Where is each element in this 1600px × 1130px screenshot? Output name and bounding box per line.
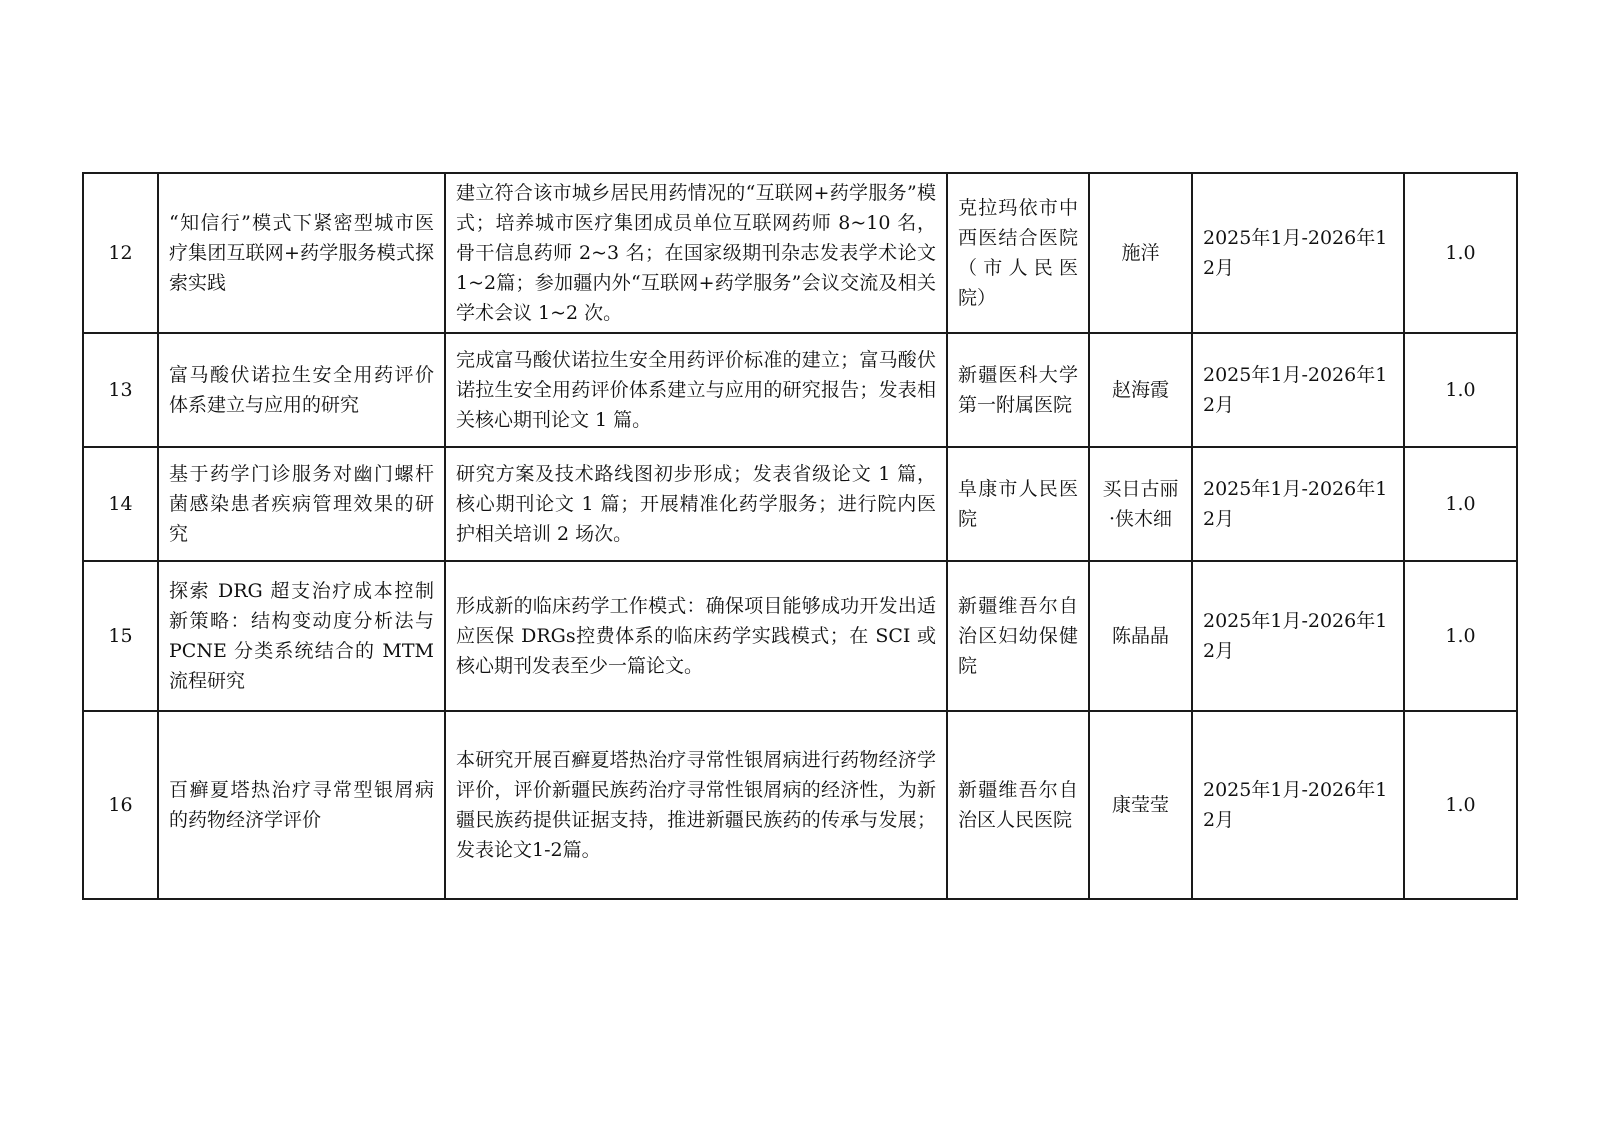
funding: 1.0 [1404, 173, 1517, 333]
institution: 新疆维吾尔自治区人民医院 [947, 711, 1089, 899]
row-number: 16 [83, 711, 158, 899]
project-table [82, 172, 1518, 900]
institution: 新疆维吾尔自治区妇幼保健院 [947, 561, 1089, 711]
project-name: 百癣夏塔热治疗寻常型银屑病的药物经济学评价 [158, 711, 445, 899]
funding: 1.0 [1404, 447, 1517, 561]
project-period: 2025年1月-2026年12月 [1192, 333, 1404, 447]
row-number: 13 [83, 333, 158, 447]
funding: 1.0 [1404, 333, 1517, 447]
project-leader: 康莹莹 [1089, 711, 1192, 899]
table-row [83, 333, 1517, 447]
project-period: 2025年1月-2026年12月 [1192, 711, 1404, 899]
row-number: 12 [83, 173, 158, 333]
project-goal: 完成富马酸伏诺拉生安全用药评价标准的建立；富马酸伏诺拉生安全用药评价体系建立与应用的研究报告；发表相关核心期刊论文 1 篇。 [445, 333, 947, 447]
table-row [83, 447, 1517, 561]
project-name: 富马酸伏诺拉生安全用药评价体系建立与应用的研究 [158, 333, 445, 447]
funding: 1.0 [1404, 561, 1517, 711]
table-row [83, 173, 1517, 333]
project-period: 2025年1月-2026年12月 [1192, 561, 1404, 711]
table-row [83, 561, 1517, 711]
project-name: 基于药学门诊服务对幽门螺杆菌感染患者疾病管理效果的研究 [158, 447, 445, 561]
institution: 克拉玛依市中西医结合医院（市人民医院） [947, 173, 1089, 333]
institution: 新疆医科大学第一附属医院 [947, 333, 1089, 447]
project-period: 2025年1月-2026年12月 [1192, 447, 1404, 561]
project-name: “知信行”模式下紧密型城市医疗集团互联网+药学服务模式探索实践 [158, 173, 445, 333]
project-goal: 本研究开展百癣夏塔热治疗寻常性银屑病进行药物经济学评价，评价新疆民族药治疗寻常性银屑病的经济性，为新疆民族药提供证据支持，推进新疆民族药的传承与发展；发表论文1-2篇。 [445, 711, 947, 899]
project-period: 2025年1月-2026年12月 [1192, 173, 1404, 333]
table-row [83, 711, 1517, 899]
project-goal: 建立符合该市城乡居民用药情况的“互联网+药学服务”模式；培养城市医疗集团成员单位互联网药师 8~10 名，骨干信息药师 2~3 名；在国家级期刊杂志发表学术论文1~2篇；参加疆内外“互联网+药学服务”会议交流及相关学术会议 1~2 次。 [445, 173, 947, 333]
row-number: 15 [83, 561, 158, 711]
project-leader: 施洋 [1089, 173, 1192, 333]
project-goal: 研究方案及技术路线图初步形成；发表省级论文 1 篇，核心期刊论文 1 篇；开展精准化药学服务；进行院内医护相关培训 2 场次。 [445, 447, 947, 561]
funding: 1.0 [1404, 711, 1517, 899]
project-name: 探索 DRG 超支治疗成本控制新策略：结构变动度分析法与 PCNE 分类系统结合的 MTM 流程研究 [158, 561, 445, 711]
institution: 阜康市人民医院 [947, 447, 1089, 561]
project-goal: 形成新的临床药学工作模式：确保项目能够成功开发出适应医保 DRGs控费体系的临床药学实践模式；在 SCI 或核心期刊发表至少一篇论文。 [445, 561, 947, 711]
project-leader: 赵海霞 [1089, 333, 1192, 447]
row-number: 14 [83, 447, 158, 561]
project-leader: 买日古丽·侠木细 [1089, 447, 1192, 561]
project-leader: 陈晶晶 [1089, 561, 1192, 711]
